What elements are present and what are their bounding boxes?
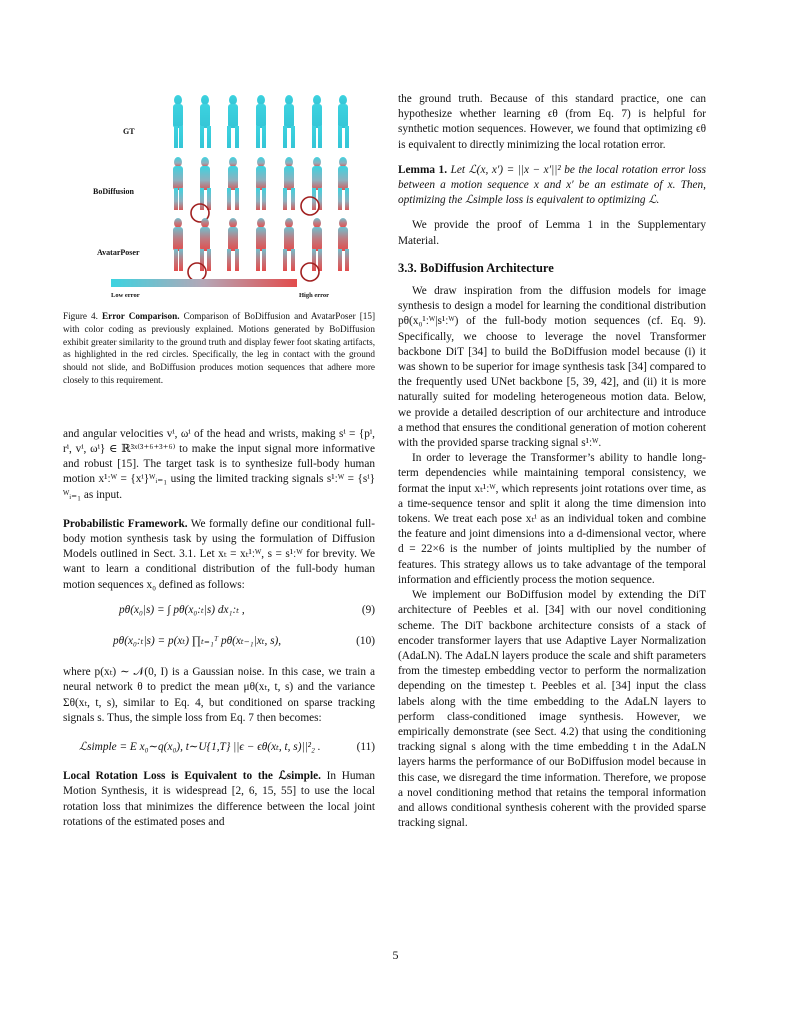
equation-11 [63,740,375,755]
equation-10 [63,634,375,649]
gt-row [173,95,349,148]
right-column [398,92,706,831]
error-colorbar [111,279,297,287]
paragraph-local-rotation [63,769,375,830]
equation-9 [63,603,375,618]
left-column [63,92,375,830]
page-number: 5 [392,948,399,962]
paragraph-proof: We provide the proof of Lemma 1 in the Supplementary Material. [398,219,706,247]
label-bodiffusion: BoDiffusion [93,187,134,196]
paragraph-heading: Probabilistic Framework. [63,517,188,530]
lemma-1 [398,163,706,209]
highlight-circle [301,197,319,215]
paragraph-heading: Local Rotation Loss is Equivalent to the ℒsimple. [63,770,321,783]
figure-caption [63,310,375,387]
label-avatarposer: AvatarPoser [97,248,140,257]
caption-title: Error Comparison. [102,311,180,321]
equation-number: (10) [356,635,375,648]
figure-error-comparison [63,92,375,299]
paragraph: In order to leverage the Transformer’s ability to handle long-term dependencies while maintaining temporal consistency, we format the input xₜ¹ːᵂ, which represents joint rotations over time, as a time-sequence tensor and split it along the time dimension into tokens. We treat each pose xₜⁱ as an individual token and combine the feature and joint dimensions into a d-dimensional vector, where d = 22×6 is the number of joints multiplied by the number of features. This strategy allows us to take advantage of the temporal information and efficiently process the motion sequence. [398,452,706,586]
motion-sequences-illustration [63,92,375,292]
legend-low: Low error [111,292,140,299]
caption-text: Comparison of BoDiffusion and AvatarPoser [15] with color coding as previously explained. Motions generated by BoDiffusion exhibit greater similarity to the ground truth and display fewer foot skating artifacts, as highlighted in the red circles. Specifically, the leg in contact with the ground should not slide, and BoDiffusion produces motion sequences that adhere more closely to this requirement. [63,311,375,385]
equation-number: (9) [361,603,375,616]
caption-label: Figure 4. [63,311,98,321]
paragraph: We implement our BoDiffusion model by extending the DiT architecture of Peebles et al. [34] with our novel conditioning scheme. The DiT backbone architecture consists of a stack of encoder transformer layers that use Adaptive Layer Normalization (AdaLN). The AdaLN layers produce the scale and shift parameters from the timestep embedding vector to perform the normalization depending on the timestep t. Peebles et al. [34] input the class labels along with the time embedding to the AdaLN layers to perform class-conditioned image synthesis. However, we empirically demonstrate (see Sect. 4.2) that using the conditioning tracking signal s along with the time embedding t in the AdaLN layers harms the performance of our BoDiffusion model because in this case, we disregard the time information. Therefore, we propose a novel conditioning method that retains the temporal information and allows conditional synthesis coherent with the provided sparse tracking signal. [398,589,706,830]
paragraph-text: In Human Motion Synthesis, it is widespread [2, 6, 15, 55] to use the local rotation loss that minimizes the difference between the local joint rotations of the estimated poses and [63,770,375,828]
bodiffusion-row [173,157,349,210]
equation-number: (11) [356,741,375,754]
paragraph-text: We formally define our conditional full-body motion synthesis task by using the formulation of Diffusion Models outlined in Sect. 3.1. Let xₜ = xₜ¹ːᵂ, s = s¹ːᵂ for brevity. We want to learn a conditional distribution of the full-body human motion sequences x₀ defined as follows: [63,517,375,591]
equation-body: pθ(x₀|s) = ∫ pθ(x₀:ₜ|s) dx₁:ₜ , [119,603,245,616]
section-heading: 3.3. BoDiffusion Architecture [398,260,554,275]
equation-body: pθ(x₀:ₜ|s) = p(xₜ) ∏ₜ₌₁ᵀ pθ(xₜ₋₁|xₜ, s), [113,635,282,648]
paragraph: We draw inspiration from the diffusion models for image synthesis to design a model for learning the conditional distribution pθ(x₀¹ːᵂ|s¹ːᵂ) of the full-body motion sequences (cf. Eq. 9). Specifically, we choose to leverage the novel Transformer backbone DiT [34] to build the BoDiffusion model because (i) it was shown to be superior for image synthesis task [34] compared to the frequently used UNet backbone [5, 39, 42], and (ii) it is more naturally suited for modeling heterogeneous motion data. Below, we provide a detailed description of our architecture and introduce a method that ensures the conditional generation of motion coherent with the provided sparse tracking signal s¹ːᵂ. [398,285,706,450]
paragraph: the ground truth. Because of this standard practice, one can hypothesize whether learning ϵθ (from Eq. 7) is helpful for synthetic motion sequences. However, we found that optimizing ϵθ is equivalent to directly minimizing the local rotation error. [398,93,706,151]
highlight-circle [301,263,319,281]
paragraph: where p(xₜ) ∼ 𝒩(0, I) is a Gaussian noise. In this case, we train a neural network θ to predict the mean μθ(xₜ, t, s) and the variance Σθ(xₜ, t, s), similar to Eq. 4, but conditioned on sparse tracking signals s. Thus, the simple loss from Eq. 7 then becomes: [63,666,375,724]
lemma-text: Let ℒ(x, x′) = ||x − x′||² be the local rotation error loss between a motion sequence x and x′ be an estimate of x. Then, optimizing the ℒsimple loss is equivalent to optimizing ℒ. [398,163,706,207]
legend-high: High error [299,292,330,299]
label-gt: GT [123,127,135,136]
lemma-title: Lemma 1. [398,163,448,176]
paragraph: and angular velocities vⁱ, ωⁱ of the head and wrists, making sⁱ = {pⁱ, rⁱ, vⁱ, ωⁱ} ∈ ℝ³ˣ⁽³⁺⁶⁺³⁺⁶⁾ to make the input signal more informative and robust [15]. The target task is to synthesize full-body human motion x¹ːᵂ = {xⁱ}ᵂᵢ₌₁ using the limited tracking signals s¹ːᵂ = {sⁱ}ᵂᵢ₌₁ as input. [63,427,375,501]
equation-body: ℒsimple = E x₀∼q(x₀), t∼U{1,T} ||ϵ − ϵθ(xₜ, t, s)||²₂ . [79,741,321,754]
paragraph-probabilistic [63,517,375,593]
